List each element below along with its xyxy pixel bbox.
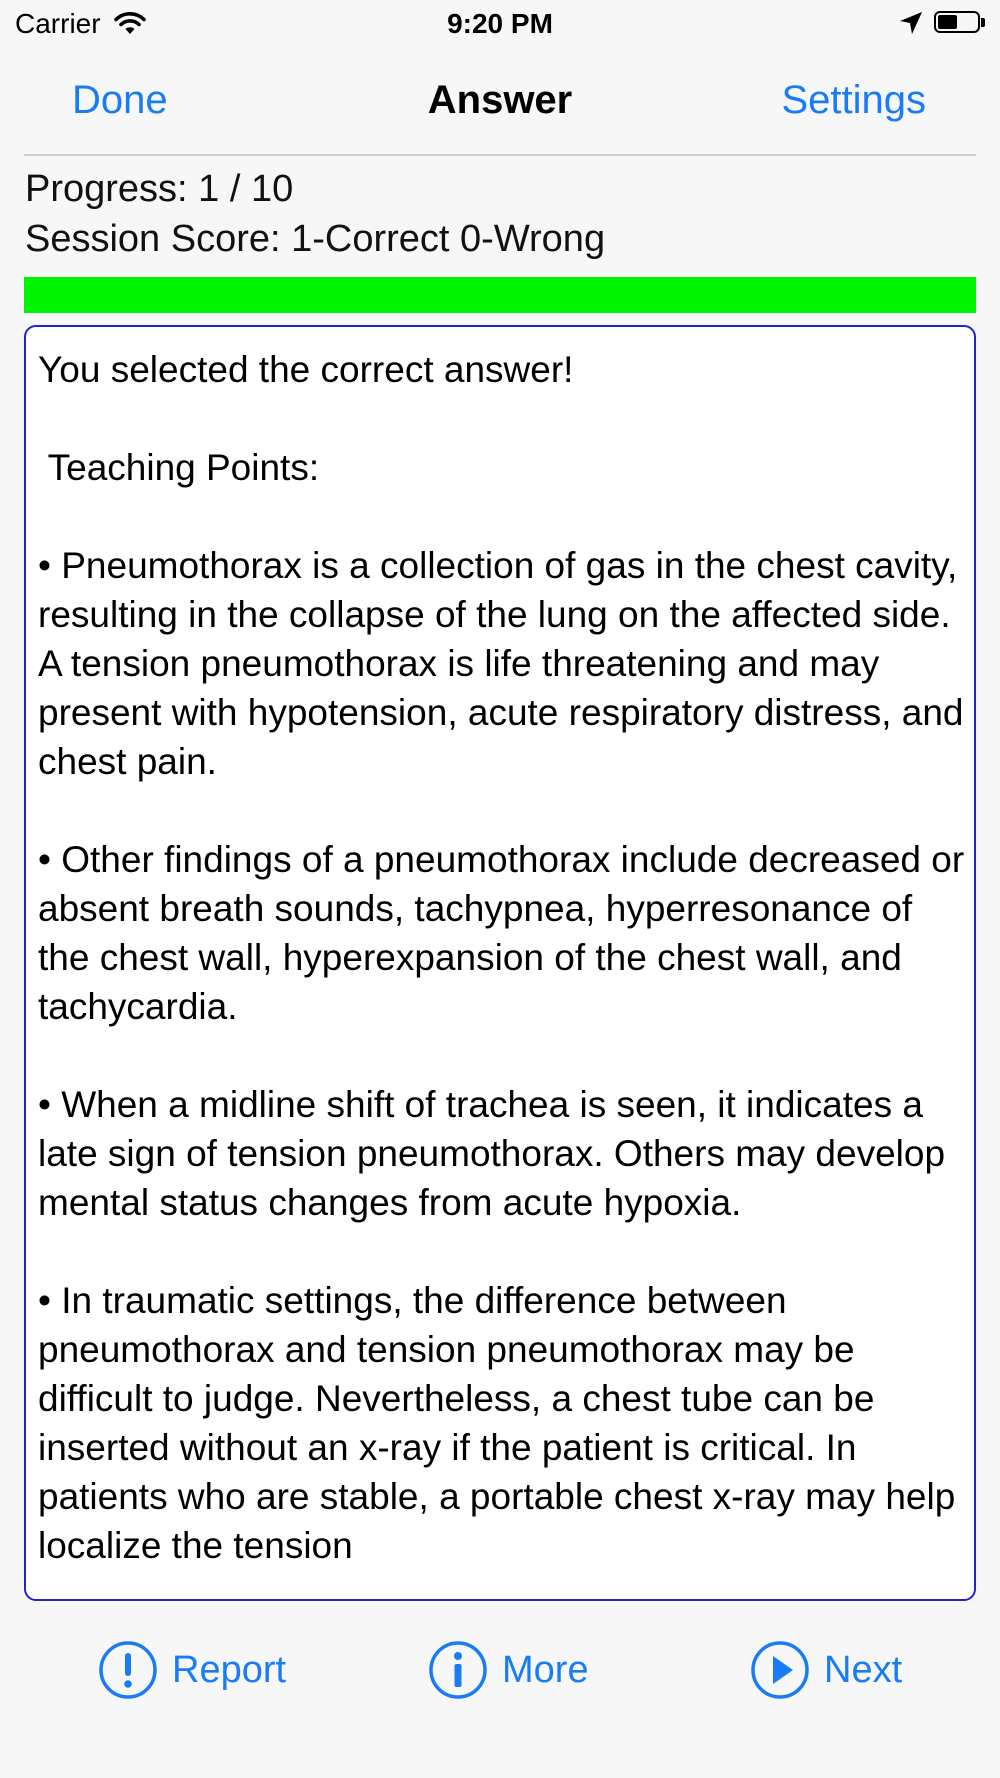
score-bar — [24, 277, 976, 313]
answer-content — [38, 345, 968, 1601]
score-bar-fill — [24, 277, 976, 313]
navigation-bar — [24, 50, 976, 156]
teaching-point: • When a midline shift of trachea is seen, it indicates a late sign of tension pneumothorax. Others may develop mental status changes from acute hypoxia. — [38, 1084, 946, 1223]
progress-label: Progress: 1 / 10 — [25, 168, 294, 210]
carrier-label: Carrier — [15, 8, 101, 39]
bottom-toolbar — [0, 1640, 1000, 1730]
settings-button[interactable]: Settings — [781, 78, 926, 122]
exclamation-circle-icon — [98, 1640, 158, 1700]
teaching-point: • In traumatic settings, the difference between pneumothorax and tension pneumothorax may be difficult to judge. Nevertheless, a chest tube can be inserted without an x-ray if the patient is critical. In patients who are stable, a portable chest x-ray may help localize the tension — [38, 1280, 956, 1566]
status-bar — [0, 0, 1000, 50]
play-circle-icon — [750, 1640, 810, 1700]
teaching-point: • Pneumothorax is a collection of gas in the chest cavity, resulting in the collapse of the lung on the affected side. A tension pneumothorax is life threatening and may present with hypotension, acute respiratory distress, and chest pain. — [38, 545, 964, 782]
more-button[interactable] — [428, 1640, 589, 1700]
result-message: You selected the correct answer! — [38, 349, 574, 390]
more-label: More — [502, 1648, 589, 1691]
report-label: Report — [172, 1648, 287, 1691]
next-label: Next — [824, 1648, 903, 1691]
location-arrow-icon — [898, 10, 924, 36]
page-title: Answer — [427, 78, 573, 122]
next-button[interactable] — [750, 1640, 902, 1700]
info-circle-icon — [428, 1640, 488, 1700]
battery-fill — [938, 15, 957, 29]
session-score-label: Session Score: 1-Correct 0-Wrong — [25, 218, 606, 260]
done-button[interactable]: Done — [72, 78, 168, 122]
battery-icon — [934, 11, 986, 35]
teaching-point: • Other findings of a pneumothorax include decreased or absent breath sounds, tachypnea, hyperresonance of the chest wall, hyperexpansion of the chest wall, and tachycardia. — [38, 839, 965, 1027]
teaching-points-heading: Teaching Points: — [38, 447, 320, 488]
report-button[interactable] — [98, 1640, 286, 1700]
answer-text-view[interactable] — [24, 325, 976, 1601]
status-time: 9:20 PM — [447, 8, 553, 39]
status-right-group — [898, 10, 986, 36]
